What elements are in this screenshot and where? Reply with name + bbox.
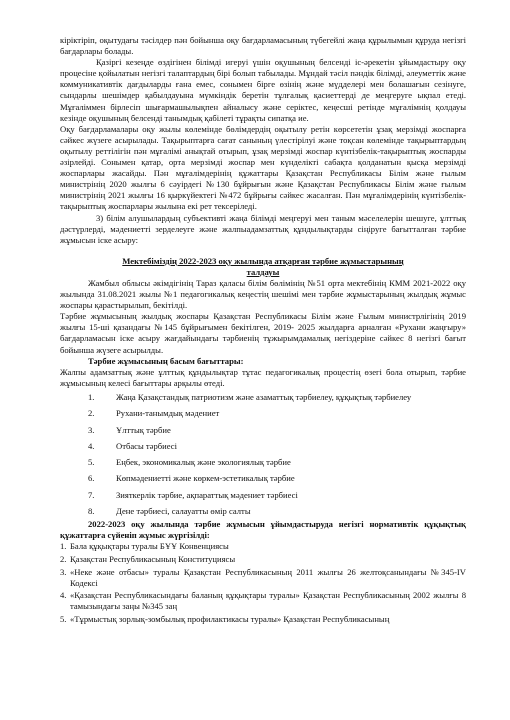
list-item: 7. Зияткерлік тәрбие, ақпараттық мәдениет тәрбиесі [88, 489, 298, 500]
list-item: 4. «Қазақстан Республикасындағы баланың құқықтары туралы» Қазақстан Республикасының 2002 жылғы 8 тамызындағы заңы №345 заң [60, 590, 466, 612]
directions-list [60, 389, 466, 519]
intro-paragraph-1: кіріктіріп, оқытудағы тәсілдер пән бойынша оқу бағдарламасының түбегейлі жаңа құрылымын құруда негізгі бағдарлары болады. [60, 35, 466, 57]
list-item: 4. Отбасы тәрбиесі [88, 440, 177, 451]
section-paragraph-1: Жамбыл облысы әкімдігінің Тараз қаласы білім бөлімінің №51 орта мектебінің КММ 2021-2022 оқу жылында 31.08.2021 жылы №1 педагогикалық кеңестің шешімі мен тәрбие жұмыстарының жылдық жұмыс жоспары қарастырылып, бекітілді. [60, 277, 466, 311]
section-title [60, 256, 466, 278]
intro-paragraph-4: 3) білім алушылардың субъективті жаңа білімді меңгеруі мен таным мәселелерін шешуге, ұлттық дәстүрлерді, мәдениетті зерделеуге және жалпыадамзаттық құндылықтарды сіңіруге бағытталған тәрбие жұмысын іске асыру: [60, 212, 466, 245]
list-item: 5. Еңбек, экономикалық және экологиялық тәрбие [88, 457, 291, 468]
documents-heading: 2022-2023 оқу жылында тәрбие жұмысын ұйымдастыруда негізгі нормативтік құқықтық құжаттарға сүйеніп жұмыс жүргізілді: [60, 519, 466, 541]
list-item: 8. Дене тәрбиесі, салауатты өмір салты [88, 505, 251, 516]
list-item: 6. Көпмәдениетті және көркем-эстетикалық тәрбие [88, 473, 295, 484]
directions-intro: Жалпы адамзаттық және ұлттық құндылықтар тұтас педагогикалық процестің өзегі бола отырып, тәрбие жұмысының келесі бағыттары арқылы өтеді. [60, 366, 466, 388]
list-item: 1. Жаңа Қазақстандық патриотизм және азаматтық тәрбиелеу, құқықтық тәрбиелеу [88, 391, 412, 402]
documents-list [60, 541, 466, 625]
intro-paragraph-2: Қазіргі кезеңде өздігінен білімді игеруі үшін оқушының белсенді іс-әрекетін ұйымдастыру оқу процесіне қойылатын негізгі талаптардың бірі болып табылады. Мұндай тәсіл пәндік білімді, әлеуметтік және коммуникативтік дағдыларды ғана емес, сонымен бірге өзінің және мүдделері мен болашағын сезінуге, сындарлы шешімдер қабылдауына мүмкіндік беретін тұлғалық қасиеттерді де меңгеруге ықпал етеді. Мұғаліммен бірлесіп шығармашылықпен айналысу және серіктес, кеңесші ретінде мұғалімнің қолдауы кезінде оқушының белсенді танымдық қабілеті тұрақты сипатқа ие. [60, 57, 466, 123]
list-item: 2. Рухани-танымдық мәдениет [88, 408, 220, 419]
section-title-line-2: талдауы [246, 266, 280, 277]
list-item: 3. «Неке және отбасы» туралы Қазақстан Республикасының 2011 жылғы 26 желтоқсанындағы №345-IV Кодексі [60, 566, 466, 588]
directions-heading: Тәрбие жұмысының басым бағыттары: [88, 355, 244, 366]
spacer [60, 246, 466, 256]
list-item: 3. Ұлттық тәрбие [88, 424, 171, 435]
list-item: 5. «Тұрмыстық зорлық-зомбылық профилактикасы туралы» Қазақстан Республикасының [60, 614, 390, 625]
section-paragraph-2: Тәрбие жұмысының жылдық жоспары Қазақстан Республикасы Білім және Ғылым министрлігінің 2019 жылғы 15-ші қазандағы №145 бұйрығымен бекітілген, 2019- 2025 жылдарға арналған «Рухани жаңғыру» бағдарламасын іске асыру жағдайындағы тәрбиенің тұжырымдамалық негіздеріне сәйкес 8 негізгі бағыт бойынша жүзеге асырылды. [60, 311, 466, 355]
intro-paragraph-3: Оқу бағдарламалары оқу жылы көлемінде бөлімдердің оқытылу ретін көрсететін ұзақ мерзімді жоспарға сәйкес жүзеге асырылады. Тақырыптарға сағат санының үлестірілуі және тоқсан көлемінде тақырыптардың оқытылу реттілігін пән мұғалімі анықтай отырып, ұзақ мерзімді жоспар күнтізбелік-тақырыптық жоспарды әзірлейді. Сонымен қатар, орта мерзімді жоспар мен күнделікті сабақта қолданатын қысқа мерзімді жоспарлары жасайды. Пән мұғалімдерінің құжаттары Қазақстан Республикасы Білім және ғылым министрінің 2020 жылғы 6 сәуірдегі №130 бұйрығын және Қазақстан Республикасы Білім және ғылым министрінің 2021 жылғы 16 қыркүйектегі №472 бұйрығы сәйкес жасалған. Пән мұғалімдерінің күнтізбелік-тақырыптық жоспарлары жылына екі рет тексеріледі. [60, 123, 466, 212]
section-title-line-1: Мектебіміздің 2022-2023 оқу жылында атқарған тәрбие жұмыстарының [122, 255, 404, 266]
list-item: 2. Қазақстан Республикасының Конституциясы [60, 554, 236, 565]
list-item: 1. Бала құқықтары туралы БҰҰ Конвенциясы [60, 541, 229, 552]
